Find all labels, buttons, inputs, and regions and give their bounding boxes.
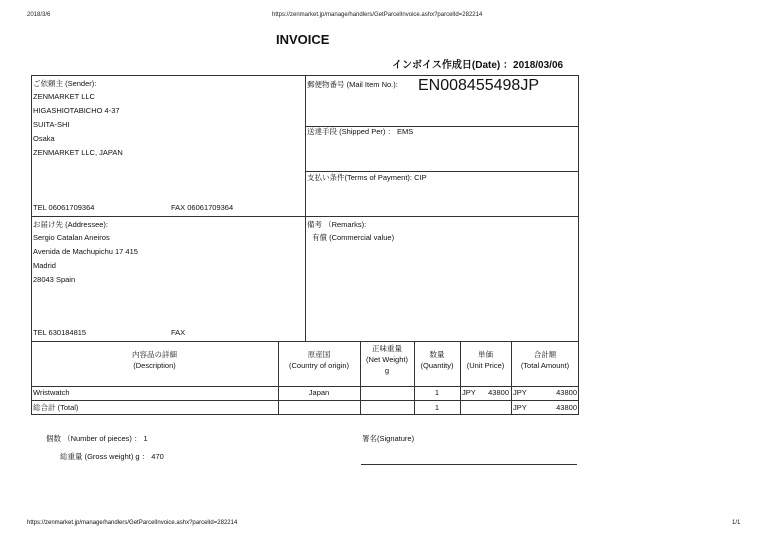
addressee-fax: FAX: [171, 328, 186, 337]
addressee-line: 28043 Spain: [33, 275, 76, 284]
row-total-currency: JPY: [513, 388, 527, 397]
row-unit-currency: JPY: [462, 388, 476, 397]
header-net-weight: 正味重量 (Net Weight) g: [366, 344, 408, 375]
print-url: https://zenmarket.jp/manage/handlers/GetParcelInvoice.ashx?parcelId=282214: [272, 12, 483, 18]
header-quantity: 数量 (Quantity): [420, 350, 454, 370]
number-of-pieces: 個数 （Number of pieces) ： 1: [46, 434, 148, 443]
total-quantity: 1: [434, 403, 440, 412]
invoice-date: インボイス作成日(Date) ：2018/03/06: [392, 60, 564, 71]
header-country: 原産国 (Country of origin): [288, 350, 350, 370]
sender-label: ご依頼主 (Sender):: [33, 79, 97, 88]
addressee-label: お届け先 (Addressee):: [33, 220, 109, 229]
sender-line: HIGASHIOTABICHO 4-37: [33, 106, 120, 115]
row-quantity: 1: [434, 388, 440, 397]
sender-line: ZENMARKET LLC, JAPAN: [33, 148, 123, 157]
addressee-line: Madrid: [33, 261, 56, 270]
mail-item-label: 郵便物番号 (Mail Item No.):: [307, 80, 398, 89]
sender-fax: FAX 06061709364: [171, 203, 234, 212]
sender-line: Osaka: [33, 134, 55, 143]
print-date: 2018/3/6: [27, 12, 51, 18]
remarks-label: 備考 （Remarks):: [307, 220, 367, 229]
row-unit-price: 43800: [488, 388, 509, 397]
page-title: INVOICE: [276, 32, 330, 47]
signature-line: [361, 464, 577, 465]
header-unit-price: 単価 (Unit Price): [466, 350, 505, 370]
mail-item-number: EN008455498JP: [418, 77, 539, 94]
total-currency: JPY: [513, 403, 527, 412]
terms-of-payment: 支払い条件(Terms of Payment): CIP: [307, 173, 427, 182]
header-total-amount: 合計額 (Total Amount): [520, 350, 570, 370]
footer-page: 1/1: [732, 520, 741, 526]
row-description: Wristwatch: [33, 388, 70, 397]
addressee-tel: TEL 630184815: [33, 328, 87, 337]
header-description: 内容品の詳細 (Description): [132, 350, 177, 370]
total-label: 総合計 (Total): [33, 403, 79, 412]
footer-url: https://zenmarket.jp/manage/handlers/GetParcelInvoice.ashx?parcelId=282214: [27, 520, 238, 526]
addressee-line: Sergio Catalan Aneiros: [33, 233, 110, 242]
gross-weight: 総重量 (Gross weight) g ： 470: [60, 452, 164, 461]
remarks-value: 有償 (Commercial value): [312, 233, 395, 242]
row-total-amount: 43800: [556, 388, 577, 397]
shipped-per: 送達手段 (Shipped Per) ： EMS: [307, 127, 414, 136]
total-amount: 43800: [556, 403, 577, 412]
sender-line: SUITA-SHI: [33, 120, 70, 129]
signature-label: 署名(Signature): [362, 434, 415, 443]
sender-line: ZENMARKET LLC: [33, 92, 95, 101]
addressee-line: Avenida de Machupichu 17 415: [33, 247, 138, 256]
sender-tel: TEL 06061709364: [33, 203, 95, 212]
row-country: Japan: [308, 388, 330, 397]
